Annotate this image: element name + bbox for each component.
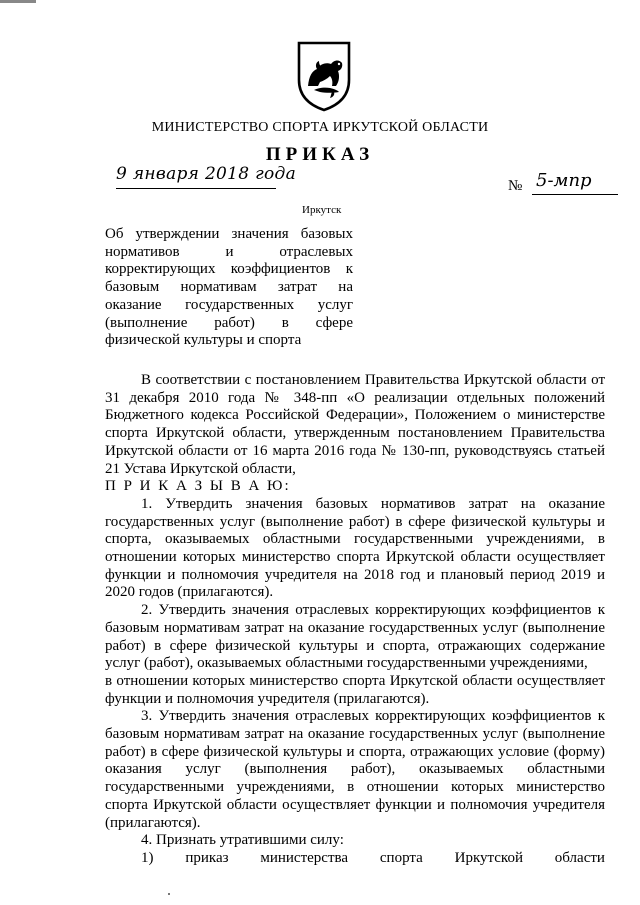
item-word: спорта bbox=[379, 849, 423, 866]
order-body bbox=[105, 372, 605, 868]
item-word: приказ bbox=[185, 849, 229, 866]
order-word: П Р И К А З Ы В А Ю: bbox=[105, 478, 291, 495]
preamble-paragraph: В соответствии с постановлением Правительства Иркутской области от 31 декабря 2010 года № 348-пп «О реализации отдельных положений Бюджетного кодекса Российской Федерации», Положением о министерстве спорта Иркутской области, утвержденным постановлением Правительства Иркутской области от 16 марта 2016 года № 130-пп, руководствуясь статьей 21 Устава Иркутской области, bbox=[105, 372, 605, 477]
order-item-4-1 bbox=[105, 850, 605, 868]
order-item-2-continuation: в отношении которых министерство спорта Иркутской области осуществляет функции и полномочия учредителя (прилагаются). bbox=[105, 672, 605, 707]
order-item-3: 3. Утвердить значения отраслевых корректирующих коэффициентов к базовым нормативам затрат на оказание государственных услуг (выполнение работ) в сфере физической культуры и спорта, отражающих условие (форму) оказания услуг (выполнения работ), оказываемых областными государственными учреждениями, в отношении которых министерство спорта Иркутской области осуществляет функции и полномочия учредителя (прилагаются). bbox=[105, 708, 605, 831]
order-number-label: № bbox=[508, 178, 523, 194]
handwritten-date: 9 января 2018 года bbox=[116, 164, 297, 184]
city-name: Иркутск bbox=[302, 204, 342, 216]
document-title: ПРИКАЗ bbox=[265, 144, 375, 165]
scan-speck bbox=[168, 893, 170, 895]
item-word: Иркутской bbox=[454, 849, 523, 866]
ministry-name: МИНИСТЕРСТВО СПОРТА ИРКУТСКОЙ ОБЛАСТИ bbox=[151, 120, 489, 135]
item-word: министерства bbox=[260, 849, 349, 866]
item-word: области bbox=[554, 849, 605, 866]
order-item-1: 1. Утвердить значения базовых нормативов затрат на оказание государственных услуг (выполнение работ) в сфере физической культуры и спорта, оказываемых областными государственными учреждениями, в отношении которых министерство спорта Иркутской области осуществляет функции и полномочия учредителя на 2018 год и плановый период 2019 и 2020 годов (прилагаются). bbox=[105, 495, 605, 601]
irkutsk-coat-of-arms-icon bbox=[296, 40, 352, 112]
order-item-2: 2. Утвердить значения отраслевых корректирующих коэффициентов к базовым нормативам затрат на оказание государственных услуг (выполнение работ) в сфере физической культуры и спорта, отражающих содержание услуг (работ), оказываемых областными государственными учреждениями, bbox=[105, 602, 605, 672]
item-word: 1) bbox=[141, 849, 154, 866]
handwritten-order-number: 5-мпр bbox=[536, 170, 592, 191]
order-item-4: 4. Признать утратившими силу: bbox=[141, 832, 344, 849]
scan-edge-mark bbox=[0, 0, 36, 3]
order-subject: Об утверждении значения базовых нормативов и отраслевых корректирующих коэффициентов к базовым нормативам затрат на оказание государственных услуг (выполнение работ) в сфере физической культуры и спорта bbox=[105, 226, 353, 349]
